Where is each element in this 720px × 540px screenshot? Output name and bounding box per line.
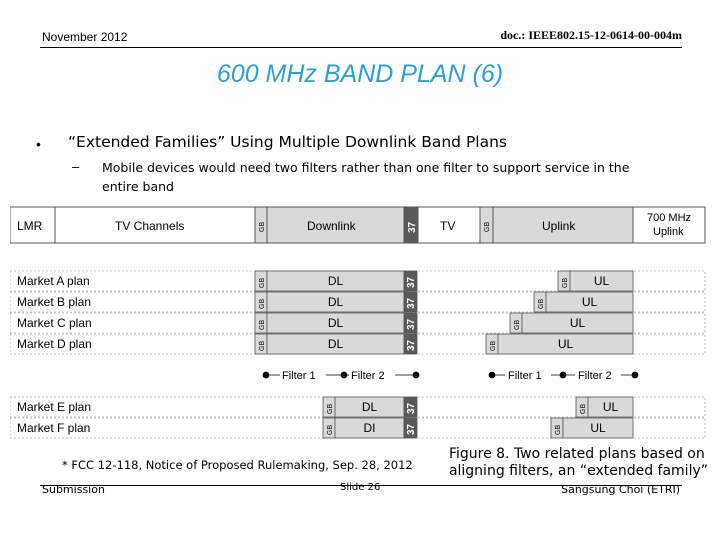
uplink700-label-line2: Uplink (653, 226, 684, 238)
ch37-label: 37 (406, 318, 417, 330)
plan-label: Market C plan (17, 316, 92, 330)
downlink-label: DI (363, 421, 376, 435)
gb-label: GB (327, 403, 334, 414)
gb-label: GB (514, 319, 521, 330)
footer-slide-number: Slide 26 (340, 482, 381, 493)
uplink-label: UL (590, 421, 606, 435)
bullet-text: “Extended Families” Using Multiple Downlink Band Plans (68, 133, 507, 151)
figure-caption (449, 446, 708, 480)
gb-label: GB (259, 221, 266, 232)
gb-label: GB (555, 424, 562, 435)
downlink-label: DL (327, 295, 344, 309)
market-plans (10, 271, 705, 438)
plan-label: Market F plan (17, 421, 91, 435)
plan-label: Market D plan (17, 337, 92, 351)
plan-row (10, 334, 705, 354)
lmr-label: LMR (17, 219, 43, 233)
band-plan-figure (10, 205, 715, 445)
filter2-label: Filter 2 (351, 370, 385, 382)
plan-label: Market B plan (17, 295, 92, 309)
header-doc-id: doc.: IEEE802.15-12-0614-00-004m (500, 28, 682, 42)
ch37-label: 37 (406, 402, 417, 414)
uplink-label: Uplink (542, 219, 576, 233)
tv-label: TV (440, 219, 456, 233)
uplink-label: UL (581, 295, 598, 309)
ch37-label: 37 (406, 297, 417, 309)
uplink-label: UL (557, 337, 574, 351)
footer-author: Sangsung Choi (ETRI) (561, 483, 680, 496)
uplink700-label-line1: 700 MHz (647, 212, 692, 224)
gb-label: GB (490, 340, 497, 351)
downlink-label: DL (327, 274, 344, 288)
uplink-label: UL (602, 400, 619, 414)
gb-label: GB (259, 298, 266, 309)
bullet-marker: • (36, 136, 41, 152)
footer-submission: Submission (42, 483, 105, 496)
filter2-label: Filter 2 (578, 370, 612, 382)
tv-channels-label: TV Channels (115, 219, 185, 233)
plan-label: Market A plan (17, 274, 90, 288)
sub-bullet-marker: – (72, 159, 80, 174)
filter1-label: Filter 1 (282, 370, 316, 382)
ch37-label: 37 (406, 339, 417, 351)
gb-label: GB (259, 277, 266, 288)
header-date: November 2012 (42, 30, 128, 44)
plan-row (10, 313, 705, 333)
plan-row (10, 418, 705, 438)
plan-row (10, 397, 705, 417)
downlink-label: DL (327, 337, 344, 351)
filter1-label: Filter 1 (508, 370, 542, 382)
caption-line1: Figure 8. Two related plans based on (448, 446, 705, 462)
gb-label: GB (562, 277, 569, 288)
ch37-label: 37 (406, 276, 417, 288)
ch37-label: 37 (407, 221, 418, 233)
downlink-label: DL (361, 400, 378, 414)
gb-label: GB (538, 298, 545, 309)
uplink-label: UL (593, 274, 610, 288)
plan-label: Market E plan (17, 400, 92, 414)
header-divider (40, 47, 682, 48)
plan-row (10, 271, 705, 291)
gb-label: GB (259, 340, 266, 351)
ch37-label: 37 (406, 423, 417, 435)
downlink-label: DL (327, 316, 344, 330)
plan-row (10, 292, 705, 312)
slide-title: 600 MHz BAND PLAN (6) (216, 60, 504, 88)
caption-line2: aligning filters, an “extended family” (448, 463, 708, 479)
gb-label: GB (580, 403, 587, 414)
downlink-label: Downlink (307, 219, 356, 233)
gb-label: GB (484, 221, 491, 232)
footnote: * FCC 12-118, Notice of Proposed Rulemaking, Sep. 28, 2012 (62, 458, 413, 472)
uplink-label: UL (569, 316, 586, 330)
gb-label: GB (327, 424, 334, 435)
gb-label: GB (259, 319, 266, 330)
sub-bullet-text: Mobile devices would need two filters rather than one filter to support service in the entire band (102, 160, 630, 194)
